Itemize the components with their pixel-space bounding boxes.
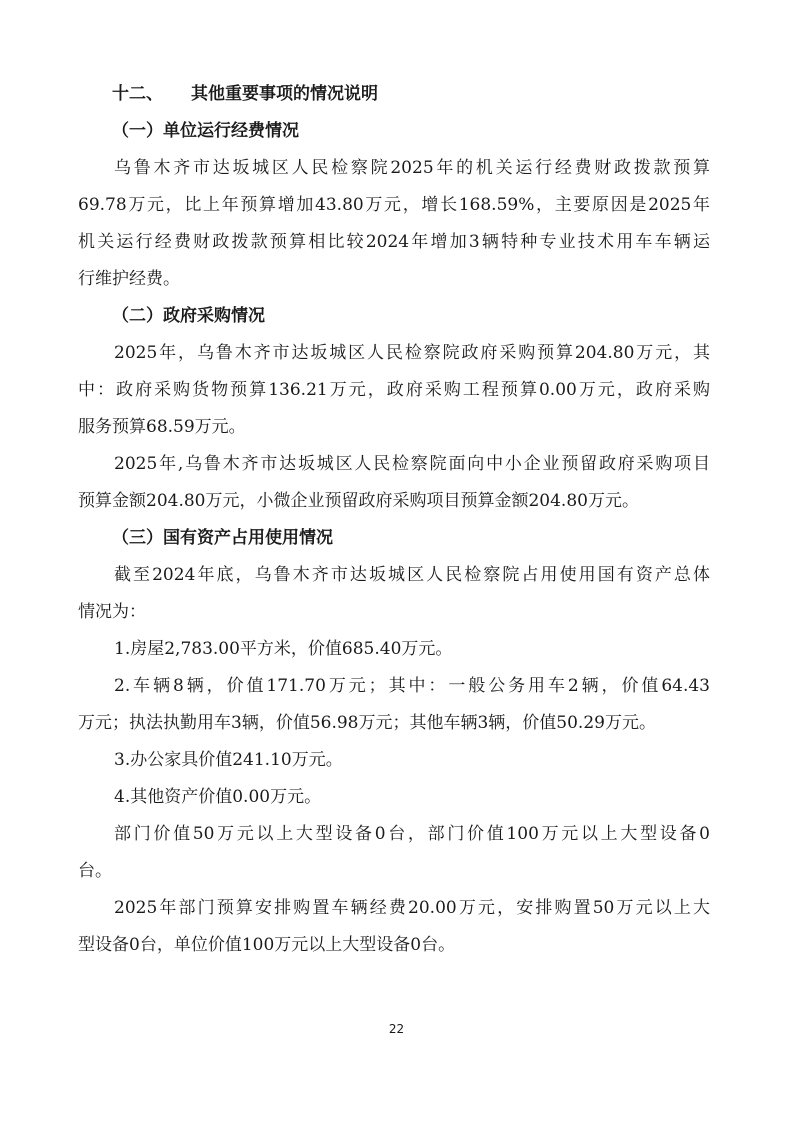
paragraph-line: 服务预算68.59万元。 [78, 417, 246, 437]
section-heading [78, 84, 710, 104]
paragraph-line: 69.78万元，比上年预算增加43.80万元，增长168.59%，主要原因是2025年 [78, 195, 710, 215]
paragraph-line: 台。 [78, 861, 112, 881]
paragraph-line: 机关运行经费财政拨款预算相比较2024年增加3辆特种专业技术用车车辆运 [78, 232, 710, 252]
paragraph-line: 行维护经费。 [78, 269, 180, 289]
paragraph-line: 万元；执法执勤用车3辆，价值56.98万元；其他车辆3辆，价值50.29万元。 [78, 713, 656, 733]
asset-item-other: 4.其他资产价值0.00万元。 [114, 787, 322, 807]
page-number: 22 [388, 1022, 405, 1036]
subsection-heading-1: （一）单位运行经费情况 [112, 121, 299, 141]
subsection-heading-3: （三）国有资产占用使用情况 [112, 528, 333, 548]
paragraph-line: 情况为： [78, 602, 146, 622]
paragraph-line: 2025年部门预算安排购置车辆经费20.00万元，安排购置50万元以上大 [114, 898, 710, 918]
paragraph-line: 预算金额204.80万元，小微企业预留政府采购项目预算金额204.80万元。 [78, 491, 639, 511]
paragraph-line: 部门价值50万元以上大型设备0台，部门价值100万元以上大型设备0 [114, 824, 710, 844]
paragraph-line: 2025年,乌鲁木齐市达坂城区人民检察院面向中小企业预留政府采购项目 [114, 454, 710, 474]
asset-item-housing: 1.房屋2,783.00平方米，价值685.40万元。 [114, 639, 453, 659]
asset-item-vehicles: 2.车辆8辆，价值171.70万元；其中：一般公务用车2辆，价值64.43 [114, 676, 710, 696]
section-number: 十二、 [112, 84, 163, 104]
paragraph-line: 乌鲁木齐市达坂城区人民检察院2025年的机关运行经费财政拨款预算 [114, 158, 710, 178]
subsection-heading-2: （二）政府采购情况 [112, 306, 265, 326]
paragraph-line: 型设备0台，单位价值100万元以上大型设备0台。 [78, 935, 456, 955]
paragraph-line: 2025年，乌鲁木齐市达坂城区人民检察院政府采购预算204.80万元，其 [114, 343, 710, 363]
section-title: 其他重要事项的情况说明 [191, 84, 378, 104]
page-content [78, 84, 710, 955]
paragraph-line: 截至2024年底，乌鲁木齐市达坂城区人民检察院占用使用国有资产总体 [114, 565, 710, 585]
asset-item-furniture: 3.办公家具价值241.10万元。 [114, 750, 343, 770]
paragraph-line: 中：政府采购货物预算136.21万元，政府采购工程预算0.00万元，政府采购 [78, 380, 710, 400]
